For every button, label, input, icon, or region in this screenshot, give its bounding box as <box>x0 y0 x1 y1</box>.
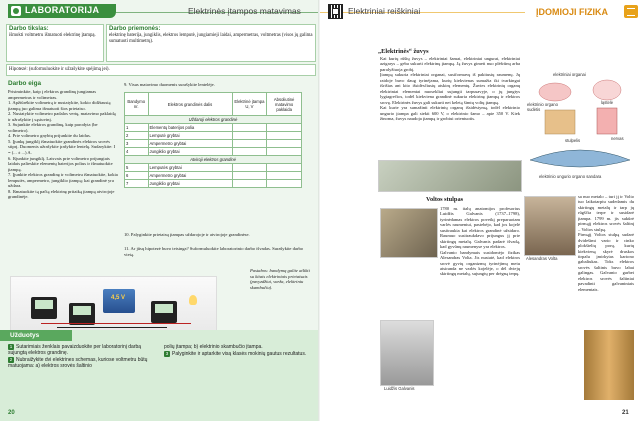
closed-circuit-section: Uždaroji elektros grandinė <box>125 116 302 124</box>
table-row <box>125 132 302 140</box>
row-num: 6 <box>125 172 149 180</box>
task-1 <box>8 344 158 356</box>
ammeter-icon <box>69 303 95 325</box>
row-error <box>267 180 302 188</box>
left-header <box>0 0 320 18</box>
th-part: Elektros grandinės dalis <box>148 93 232 116</box>
row-part: Lemputė grybtai <box>148 132 232 140</box>
diagram-label-nerve: nervas <box>611 136 624 141</box>
galvani-portrait <box>380 320 434 386</box>
section-title-left: LABORATORIJA <box>25 5 100 15</box>
row-error <box>267 148 302 156</box>
th-voltage: Elektrinė įtampa U, V <box>232 93 267 116</box>
volta-text-2: sa nuo metalo – turi jį ir Volto tuo laikotarpiu sudedamis du skirtingų metalų ir tarp jų rūgščia terpe ir susidarė įtampa. 1799 m. jis sukūrė pirmąjį elektros srovės šaltinį – Voltos stulpą. Pirmąjį Voltos stulpą sudarė dvidešimt vario ir cinko plokštelių porų, kurių kiekvieną skyrė druskos tirpalu įmirkytas kartono gabaliukas. Toks elektros srovės šaltinis buvo labai galingas. Galvanio garbei elektros srovės šaltiniai pavadinti galvaniniais elementais. <box>578 194 634 292</box>
row-num: 4 <box>125 148 149 156</box>
side-note: Pastabos: bandymą galite atlikti su kitais elektriniais prietaisais (pavyzdžiui, varža, elektriniu skambučiu). <box>250 268 310 290</box>
table-row <box>125 164 302 172</box>
page-number-left: 20 <box>8 410 15 416</box>
row-error <box>267 164 302 172</box>
hypothesis-text: Hipotezė: (suformuluokite ir užrašykite spėjimą jei). <box>9 67 110 72</box>
row-part: Ampermetro grybtai <box>148 140 232 148</box>
wire-icon <box>41 323 191 324</box>
diagram-caption: elektrinio ungurio organo sandara <box>539 174 602 179</box>
page-number-right: 21 <box>622 410 629 416</box>
row-part: Lemputės grybtai <box>148 164 232 172</box>
table-row <box>125 148 302 156</box>
task-2-text: Nubraižykite dvi elektrines schemas, kuriose voltmetru būtų matuojama: a) elektros srovės šaltinio <box>8 357 148 370</box>
aim-label: Darbo tikslas: <box>9 26 49 32</box>
row-num: 1 <box>125 124 149 132</box>
lab-setup-photo <box>10 276 217 333</box>
task-3 <box>164 351 314 357</box>
table-row <box>125 180 302 188</box>
volta-title: Voltos stulpas <box>426 196 464 203</box>
diagram-label-organs: elektriniai organai <box>553 72 586 77</box>
eel-organ-diagram <box>525 70 635 182</box>
procedure-text: Prisiminkite, kaip į elektros grandinę jungiamas ampermetras ir voltmetras. 1. Apžiūrėkite voltmetrą ir nustatykite, kokio didžiausią įtampą juo galima išmatuoti šios prietaiso. 2. Nustatykite voltmetro padalos vertę, matavimo paklaidą ir užrašykite į sąsiuvinį. 3. Sujunkite elektros grandinę, kaip parodyta (be voltmetro). 4. Prie voltmetro gnybtų prijunkite du laidus. 5. Įjunkę jungiklį išmatuokite grandinės elektros srovės stiprį. Duomenis užrašykite įrašykite lentelę. Sudarykite: I = (... ± ...) A. 6. Išjunkite jungiklį. Laisvais prie voltmetro prijungtais laidais palieskite elementų baterijos polius ir išmatuokite įtampą. 7. Įjunkite elektros grandinę ir voltmetru išmatuokite, kokia lemputės, ampermetro, jungiklio įtampą; kai grandinė yra uždara. 8. Išmatuokite tą pačią elektrinę pritaiką įtampą atvirojoje grandinėje. <box>8 89 118 200</box>
frog-experiment-photo <box>380 208 438 258</box>
qr-code-icon <box>328 4 343 19</box>
row-voltage <box>232 124 267 132</box>
battery-icon <box>103 289 135 313</box>
step-11: 11. Ar jūsų hipotezė buvo teisinga? Suformuluokite laboratorinio darbo išvadas. Surašykite darbo vietą. <box>124 246 304 257</box>
measurement-table <box>124 92 302 188</box>
row-voltage <box>232 172 267 180</box>
row-error <box>267 124 302 132</box>
tasks-title: Užduotys <box>10 332 40 339</box>
task-1-text: Sutarimiais ženklais pavaizduokite per laboratorinį darbą sujungtą elektros grandinę. <box>8 344 142 357</box>
tools-text: elektrinę baterija, jungiklis, elektros lemputė, jungiamieji laidai, ampermetras, voltmetras (visos jų galima sumatuoti multimetrų). <box>109 33 313 44</box>
left-subtitle: Elektrinės įtampos matavimas <box>188 6 301 16</box>
eel-label: stulpelis <box>565 138 581 143</box>
task-number-icon: 2 <box>9 357 13 362</box>
volta-text: 1780 m. italų anatomijos profesorius Luidžis Galvanis (1737–1798), tyrinėdamas elektros poveikį preparuotam varlės raumeniui, pastebėjo, kad jos kojelė susitraukia kai elektros grandinė užsidaro. Raumuo susitraukdavo prijungus jį prie skirtingų metalų. Galvanis padarė išvadą, kad gyvūnų raumenyse yra elektros. Galvanio bandymais susidomėjo fizikas Alesandras Volta. Jis nustatė, kad elektros srovė gyvių organizmų tyrinėjimų metu atsiranda ne varlės kojelėje, o dėl dviejų skirtingų metalų, sujungtų per drėgną terpę. <box>440 206 520 277</box>
table-row <box>125 140 302 148</box>
lab-icon <box>11 6 21 16</box>
row-voltage <box>232 148 267 156</box>
row-error <box>267 172 302 180</box>
diagram-label-cell: ląstelė <box>601 100 614 105</box>
row-num: 7 <box>125 180 149 188</box>
aim-box <box>6 24 104 62</box>
interesting-physics-tab <box>528 4 640 19</box>
task-2 <box>8 357 158 369</box>
right-subtitle: Elektriniai reiškiniai <box>348 6 421 16</box>
th-error: Absoliutinė matavimo paklaida <box>267 93 302 116</box>
task-number-icon: 1 <box>9 344 13 349</box>
open-circuit-section: Atviroji elektros grandinė <box>125 156 302 164</box>
row-part: Elementų baterijos polia <box>148 124 232 132</box>
task-3-text: Palyginkite ir aptarkite visą klasės mokinių gautus rezultatus. <box>172 351 307 357</box>
row-num: 3 <box>125 140 149 148</box>
section-title-right: ĮDOMIOJI FIZIKA <box>536 7 608 17</box>
procedure-title: Darbo eiga <box>8 80 42 87</box>
row-num: 2 <box>125 132 149 140</box>
row-voltage <box>232 132 267 140</box>
wire-icon <box>57 327 167 328</box>
battery-label: 4,5 V <box>111 295 126 301</box>
table-row <box>125 172 302 180</box>
row-voltage <box>232 164 267 172</box>
row-error <box>267 132 302 140</box>
row-voltage <box>232 140 267 148</box>
row-error <box>267 140 302 148</box>
row-voltage <box>232 180 267 188</box>
task-number-icon: 3 <box>165 351 169 356</box>
diagram-label-structure: elektrinio organo sudėtis <box>527 102 558 112</box>
row-part: Ampermetro grybtai <box>148 172 232 180</box>
book-icon <box>624 5 638 18</box>
step-9: 9. Visus matavimo duomenis surašykite lentelėje. <box>124 82 215 87</box>
volta-portrait <box>524 196 576 256</box>
voltmeter-icon <box>31 297 57 319</box>
task-2-cont: polių įtampa; b) elektrinio skambučio įtampa. <box>164 344 263 350</box>
hypothesis-box <box>6 64 316 76</box>
fish-text: Kai kurių rūšių žuvys – elektriniai šamai, elektriniai ungurai, elektriniai azigarys – geba sukurti elektrinę įtampą. Ją žuvys gimeti nuo plėšrūnų arba paralyžiuoja grobį. Įtampą sukuria elektriniai organai, susiformavę iš pakitusių raumenų. Jų raidoje buvo daug tyrinėjama, kurių kiekvienas sumažia iki tvarkingai išrištas ant kito išsidėsčiusių atskirų elementų. Žuvies elektrinių organų elektriniai elementai nuosekliai sujungti tarpusavyje, o jų jungtys lygiagrečios, todėl kiekviena grandinė sukuria elektrinę įtampą ir elektros srovę. Elektrinės žuvys gali sukurti net keletą šimtų voltų įtampą. Kai kurie yra sumažinti elektrinių organų išsidėstymą, todėl elektrinio ungurio įtampa gali siekti 600 V, o elektrinio šamo – apie 350 V. Kiek žinoma, žuvys naudoja įtampą ir grobiui orientuotis. <box>380 56 520 121</box>
multimeter-icon <box>151 301 177 323</box>
tools-box <box>106 24 316 62</box>
th-trial: Bandymo nr. <box>125 93 149 116</box>
volta-pile-photo <box>584 330 634 400</box>
right-page <box>320 0 640 421</box>
right-header <box>320 0 640 22</box>
row-num: 5 <box>125 164 149 172</box>
tasks-panel <box>0 330 320 421</box>
eel-photo <box>378 160 522 192</box>
tools-label: Darbo priemonės: <box>109 26 161 32</box>
galvani-caption: Luidžis Galvanis <box>384 386 415 391</box>
aim-text: išmokti voltmetru išmatuoti elektrinę įtampą. <box>9 33 96 38</box>
fish-title: „Elektrinės“ žuvys <box>378 48 429 55</box>
step-10: 10. Palyginkite prietaisų įtampas uždarojoje ir atvirojoje grandinėse. <box>124 232 250 237</box>
bulb-icon <box>189 295 197 305</box>
volta-caption: Alesandras Volta <box>526 256 558 261</box>
table-row <box>125 124 302 132</box>
eel-diagram-svg <box>525 70 635 182</box>
row-part: Jungiklio grybtai <box>148 180 232 188</box>
row-part: Jungiklio grybtai <box>148 148 232 156</box>
